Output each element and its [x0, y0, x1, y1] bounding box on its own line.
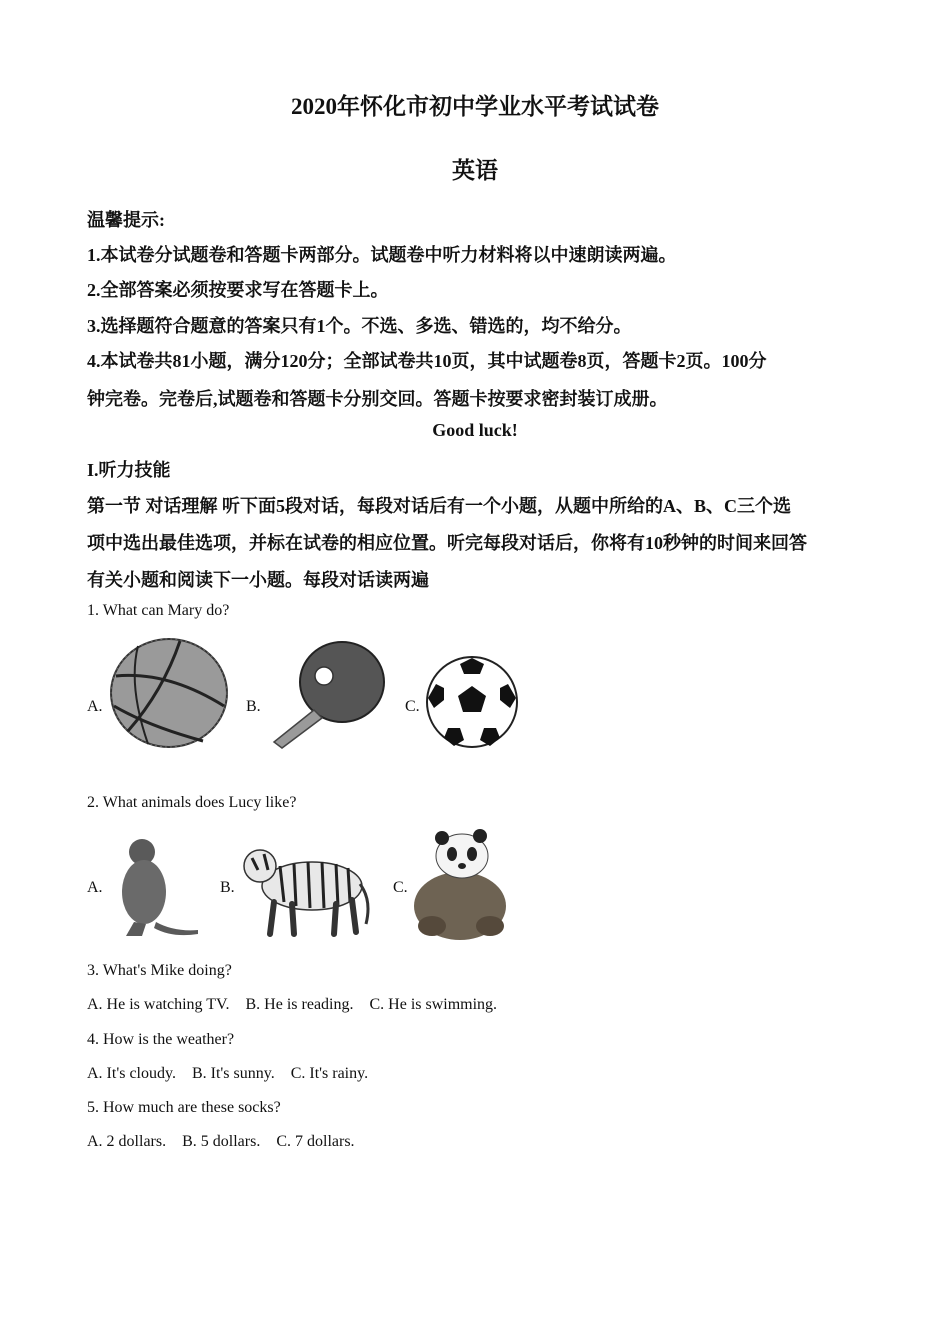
soccer-ball-icon — [424, 654, 520, 750]
question-4-options: A. It's cloudy. B. It's sunny. C. It's rainy. — [87, 1065, 369, 1082]
basketball-icon — [108, 636, 230, 750]
question-5: 5. How much are these socks? — [87, 1099, 281, 1116]
q1-option-b-letter: B. — [246, 698, 261, 715]
question-5-options: A. 2 dollars. B. 5 dollars. C. 7 dollars. — [87, 1133, 355, 1150]
q1-option-a-letter: A. — [87, 698, 103, 715]
tiger-icon — [240, 840, 374, 938]
q2-option-b-letter: B. — [220, 879, 235, 896]
tip-1: 1.本试卷分试题卷和答题卡两部分。试题卷中听力材料将以中速朗读两遍。 — [87, 245, 677, 265]
subject-title: 英语 — [452, 158, 498, 183]
q2-option-c-letter: C. — [393, 879, 408, 896]
good-luck: Good luck! — [432, 420, 518, 440]
ping-pong-paddle-icon — [264, 638, 388, 750]
section-instructions-1: 第一节 对话理解 听下面5段对话，每段对话后有一个小题，从题中所给的A、B、C三个选 — [87, 496, 792, 516]
question-4: 4. How is the weather? — [87, 1031, 235, 1048]
section-instructions-3: 有关小题和阅读下一小题。每段对话读两遍 — [87, 570, 429, 590]
q1-option-c-letter: C. — [405, 698, 420, 715]
tips-heading: 温馨提示: — [87, 210, 165, 230]
question-3-options: A. He is watching TV. B. He is reading. C. He is swimming. — [87, 996, 498, 1013]
exam-title: 2020年怀化市初中学业水平考试试卷 — [291, 94, 659, 119]
question-2: 2. What animals does Lucy like? — [87, 794, 297, 811]
question-3: 3. What's Mike doing? — [87, 962, 232, 979]
panda-icon — [410, 826, 510, 942]
tip-2: 2.全部答案必须按要求写在答题卡上。 — [87, 280, 389, 300]
tip-4: 4.本试卷共81小题，满分120分；全部试卷共10页，其中试题卷8页，答题卡2页。100分 — [87, 351, 767, 371]
question-1: 1. What can Mary do? — [87, 602, 230, 619]
monkey-icon — [104, 836, 202, 940]
q2-option-a-letter: A. — [87, 879, 103, 896]
tip-4-continued: 钟完卷。完卷后,试题卷和答题卡分别交回。答题卡按要求密封装订成册。 — [87, 389, 668, 409]
section-instructions-2: 项中选出最佳选项，并标在试卷的相应位置。听完每段对话后，你将有10秒钟的时间来回答 — [87, 533, 807, 553]
section-heading: I.听力技能 — [87, 460, 171, 480]
tip-3: 3.选择题符合题意的答案只有1个。不选、多选、错选的，均不给分。 — [87, 316, 632, 336]
